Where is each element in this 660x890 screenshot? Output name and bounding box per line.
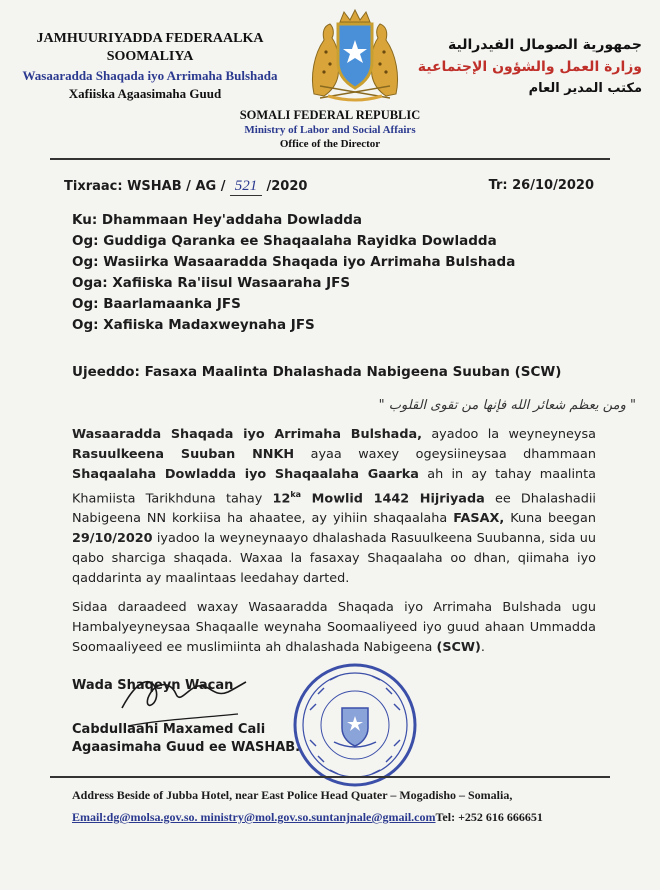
recipients-list [72, 210, 515, 336]
body-paragraph-1 [72, 425, 596, 589]
official-stamp [290, 660, 420, 790]
recipient-line: Og: Guddiga Qaranka ee Shaqaalaha Rayidka Dowladda [72, 233, 497, 249]
ministry-name-arabic: وزارة العمل والشؤون الإجتماعية [417, 59, 642, 75]
ministry-name: Wasaaradda Shaqada iyo Arrimaha Bulshada [22, 68, 278, 83]
subject-line: Ujeeddo: Fasaxa Maalinta Dhalashada Nabigeena Suuban (SCW) [72, 364, 562, 380]
document-date: Tr: 26/10/2020 [488, 178, 594, 193]
closing-greeting: Wada Shaqeyn Wacan [72, 678, 234, 693]
body-text: ayadoo la weyneyneysa [421, 427, 596, 442]
country-name-line1: JAMHUURIYADDA FEDERAALKA [36, 31, 264, 46]
bold-text: FASAX, [453, 511, 505, 527]
footer-address: Address Beside of Jubba Hotel, near East Police Head Quater – Mogadisho – Somalia, [72, 788, 513, 802]
recipient-line: Og: Wasiirka Wasaaradda Shaqada iyo Arrimaha Bulshada [72, 254, 516, 270]
ordinal-suffix: ka [290, 490, 302, 499]
office-name-english: Office of the Director [279, 138, 381, 150]
bold-text: 12 [272, 491, 291, 507]
reference-line [64, 178, 307, 196]
recipient-line: Ku: Dhammaan Hey'addaha Dowladda [72, 212, 363, 228]
footer-divider [50, 776, 610, 778]
recipient-line: Og: Xafiiska Madaxweynaha JFS [72, 317, 315, 333]
header-right-arabic-block [412, 34, 642, 100]
office-name-arabic: مكتب المدير العام [528, 81, 642, 96]
reference-prefix: Tixraac: WSHAB / AG / [64, 179, 226, 194]
footer-emails[interactable]: Email:dg@molsa.gov.so. ministry@mol.gov.so.suntanjnale@gmail.com [72, 810, 436, 824]
body-paragraph-2 [72, 598, 596, 658]
footer-telephone: Tel: +252 616 666651 [435, 810, 543, 824]
body-text: iyadoo la weyneynaayo dhalashada Rasuulkeena Suubanna, sida uu qabo sharciga shaqada. Waxaa la fasaxay Shaqaalaha oo dhan, qiimaha iyo qaddarinta ay maalintaas leedahay darted. [72, 531, 596, 587]
body-text: Sidaa daraadeed waxay Wasaaradda Shaqada iyo Arrimaha Bulshada ugu Hambalyeyneysaa Shaqaalle weynaha Soomaaliyeed iyo guud ahaan Ummadda Soomaaliyeed ee muslimiinta ah dhalashada Nabigeena [72, 600, 596, 655]
bold-text: 29/10/2020 [72, 531, 153, 547]
header-left-block [0, 30, 300, 103]
body-text: . [480, 640, 485, 655]
somali-coat-of-arms-emblem [300, 6, 410, 106]
reference-number-handwritten: 521 [230, 178, 262, 196]
recipient-line: Oga: Xafiiska Ra'iisul Wasaaraha JFS [72, 275, 351, 291]
body-text: ayaa waxey ogeysiineysaa dhammaan [294, 447, 596, 462]
bold-text: Wasaaradda Shaqada iyo Arrimaha Bulshada, [72, 427, 422, 442]
body-text: ah in ay tahay maalinta Khamiista Tarikhduna tahay [72, 467, 596, 507]
country-name-line2: SOOMALIYA [106, 49, 194, 64]
body-text: ee Dhalashadii Nabigeena NN korkiisa ha ahaatee, ay yihiin shaqaalaha [72, 491, 596, 527]
ministry-name-english: Ministry of Labor and Social Affairs [244, 124, 416, 136]
office-name: Xafiiska Agaasimaha Guud [68, 86, 222, 101]
country-name-arabic: جمهورية الصومال الفيدرالية [447, 37, 642, 53]
recipient-line: Og: Baarlamaanka JFS [72, 296, 241, 312]
bold-text: Rasuulkeena Suuban NNKH [72, 447, 295, 462]
arabic-quote: " ومن يعظم شعائر الله فإنها من تقوى القلوب " [378, 398, 636, 413]
header-divider [50, 158, 610, 160]
body-text: Kuna beegan [504, 511, 596, 527]
footer-contacts [72, 810, 543, 825]
signatory-name: Cabdullaahi Maxamed Cali [72, 722, 266, 737]
bold-text: Mowlid 1442 Hijriyada [301, 491, 485, 507]
bold-text: (SCW) [436, 640, 481, 655]
bold-text: Shaqaalaha Dowladda iyo Shaqaalaha Gaarka [72, 467, 419, 482]
reference-suffix: /2020 [266, 179, 308, 194]
signatory-title: Agaasimaha Guud ee WASHAB. [72, 740, 301, 755]
header-center-block [200, 107, 460, 151]
republic-name-english: SOMALI FEDERAL REPUBLIC [239, 108, 421, 122]
